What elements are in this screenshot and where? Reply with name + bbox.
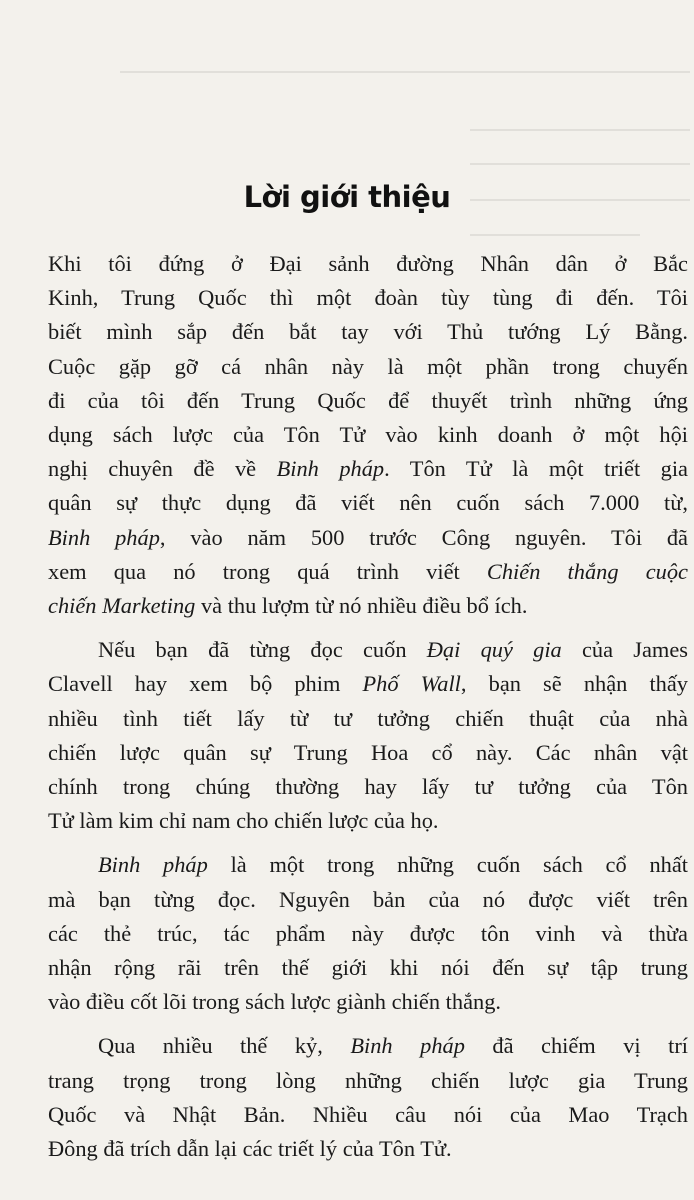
italic-title: chiến Marketing — [48, 593, 196, 619]
text-run: trang trọng trong lòng những chiến lược gia Trung — [48, 1067, 688, 1093]
italic-title: Chiến thắng cuộc — [486, 558, 688, 584]
paragraph — [48, 247, 688, 623]
italic-title: Binh pháp — [276, 456, 385, 482]
text-line — [48, 384, 688, 418]
italic-title: Đại quý gia — [426, 637, 562, 663]
paragraph — [48, 633, 688, 838]
text-line — [48, 633, 688, 667]
text-run: Nếu bạn đã từng đọc cuốn — [98, 637, 427, 663]
paragraph — [48, 1029, 688, 1166]
text-run: nhiều tình tiết lấy từ tư tưởng chiến thuật của nhà — [48, 705, 688, 731]
text-run: vào điều cốt lõi trong sách lược giành chiến thắng. — [48, 989, 502, 1015]
text-run: , bạn sẽ nhận thấy — [460, 671, 689, 697]
text-line — [48, 951, 688, 985]
text-run: dụng sách lược của Tôn Tử vào kinh doanh ở một hội — [48, 422, 688, 448]
text-line — [48, 1098, 688, 1132]
text-run: chính trong chúng thường hay lấy tư tưởng của Tôn — [48, 774, 688, 800]
text-run: chiến lược quân sự Trung Hoa cổ này. Các nhân vật — [48, 739, 688, 765]
text-run: Khi tôi đứng ở Đại sảnh đường Nhân dân ở Bắc — [48, 251, 688, 276]
text-run: Đông đã trích dẫn lại các triết lý của Tôn Tử. — [48, 1136, 452, 1162]
text-run: Cuộc gặp gỡ cá nhân này là một phần trong chuyến — [48, 353, 688, 379]
text-run: quân sự thực dụng đã viết nên cuốn sách 7.000 từ, — [48, 490, 688, 516]
text-line — [48, 486, 688, 520]
text-line — [48, 1064, 688, 1098]
text-run: xem qua nó trong quá trình viết — [48, 558, 487, 584]
text-run: mà bạn từng đọc. Nguyên bản của nó được viết trên — [48, 886, 688, 912]
text-line — [48, 418, 688, 452]
text-run: Kinh, Trung Quốc thì một đoàn tùy tùng đi đến. Tôi — [48, 285, 688, 311]
text-line — [48, 804, 688, 838]
text-run: Clavell hay xem bộ phim — [48, 671, 363, 697]
text-run: biết mình sắp đến bắt tay với Thủ tướng Lý Bằng. — [48, 319, 688, 345]
body-text — [48, 247, 688, 1166]
text-line — [48, 917, 688, 951]
text-run: đã chiếm vị trí — [464, 1033, 689, 1059]
text-run: Quốc và Nhật Bản. Nhiều câu nói của Mao Trạch — [48, 1101, 688, 1127]
text-line — [48, 555, 688, 589]
text-line — [48, 848, 688, 882]
text-line — [48, 985, 688, 1019]
text-line — [48, 736, 688, 770]
text-run: và thu lượm từ nó nhiều điều bổ ích. — [195, 593, 528, 619]
text-run: nghị chuyên đề về — [48, 456, 277, 482]
italic-title: Phố Wall — [362, 671, 461, 697]
text-line — [48, 1132, 688, 1166]
text-run: các thẻ trúc, tác phẩm này được tôn vinh và thừa — [48, 920, 688, 946]
text-run: Tử làm kim chỉ nam cho chiến lược của họ. — [48, 808, 439, 834]
text-run: . Tôn Tử là một triết gia — [384, 456, 688, 482]
paragraph — [48, 848, 688, 1019]
text-line — [48, 770, 688, 804]
italic-title: Binh pháp — [48, 524, 160, 550]
text-line — [48, 667, 688, 701]
text-run: của James — [561, 637, 688, 663]
text-line — [48, 521, 688, 555]
text-run: Qua nhiều thế kỷ, — [98, 1033, 351, 1059]
text-run: , vào năm 500 trước Công nguyên. Tôi đã — [159, 524, 689, 550]
italic-title: Binh pháp — [98, 852, 208, 878]
text-run: là một trong những cuốn sách cổ nhất — [207, 852, 688, 878]
text-line — [48, 589, 688, 623]
text-line — [48, 315, 688, 349]
text-line — [48, 452, 688, 486]
page-title: Lời giới thiệu — [243, 180, 451, 214]
text-line — [48, 247, 688, 281]
text-line — [48, 702, 688, 736]
text-line — [48, 883, 688, 917]
italic-title: Binh pháp — [350, 1033, 465, 1059]
text-line — [48, 350, 688, 384]
text-run: đi của tôi đến Trung Quốc để thuyết trình những ứng — [48, 387, 688, 413]
text-line — [48, 1029, 688, 1063]
text-line — [48, 281, 688, 315]
text-run: nhận rộng rãi trên thế giới khi nói đến sự tập trung — [48, 955, 688, 981]
bleed-through-texture — [0, 0, 694, 260]
